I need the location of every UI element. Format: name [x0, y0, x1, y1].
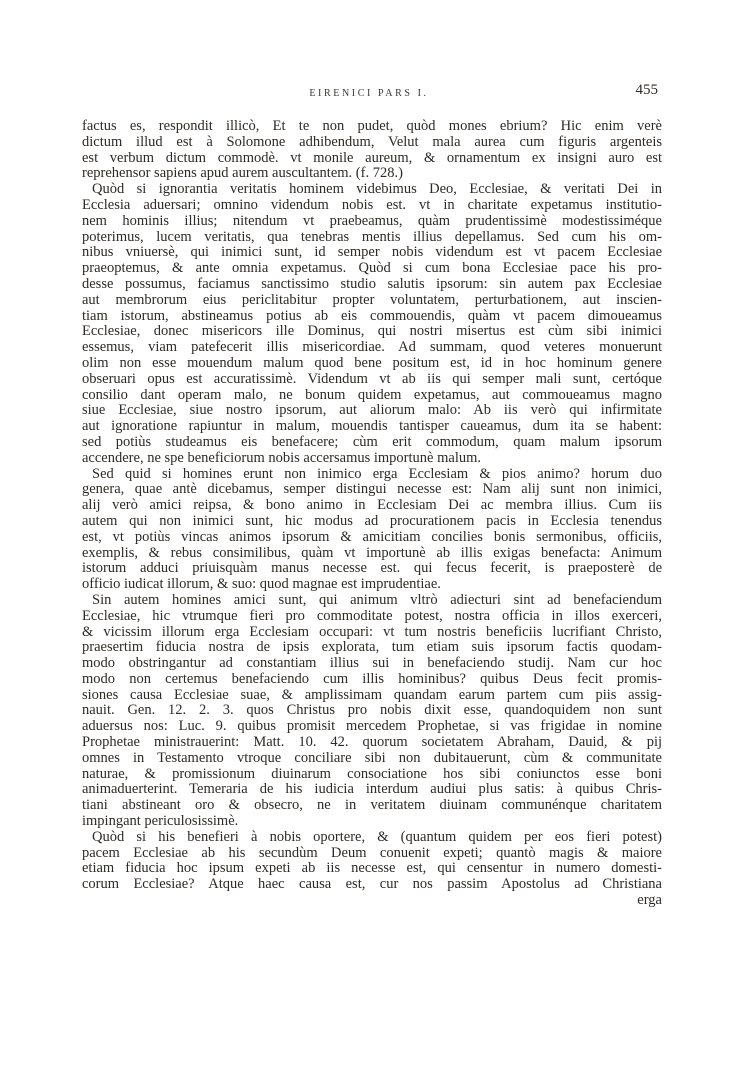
text-line: accendere, ne spe beneficiorum nobis accersamus importunè malum. — [82, 449, 481, 466]
text-line: tiam istorum, abstineamus potius ab eis commouendis, quàm vt pacem dimoueamus — [82, 307, 662, 324]
text-line: Quòd si ignorantia veritatis hominem videbimus Deo, Ecclesiae, & veritati Dei in — [92, 181, 662, 198]
text-line: Ecclesiae, hic vtrumque fieri pro commoditate potest, nostra officia in illos exerceri, — [82, 607, 662, 624]
text-line: Ecclesiae, donec misericors ille Dominus, qui nostri misertus est cùm sibi inimici — [82, 323, 662, 340]
text-line: Sed quid si homines erunt non inimico erga Ecclesiam & pios animo? horum duo — [92, 465, 662, 482]
text-line: etiam fiducia hoc ipsum expeti ab iis necesse est, qui censentur in numero domesti- — [82, 860, 662, 877]
text-line: alij verò amici reipsa, & bono animo in Ecclesiam Dei ac membra illius. Cum iis — [82, 497, 662, 514]
text-line: poterimus, lucem veritatis, qua tenebras mentis illius depellamus. Sed cum his om- — [82, 228, 662, 245]
text-line: istorum adduci priuisquàm manus necesse est. qui fecus fecerit, is praeposterè de — [82, 560, 662, 577]
text-line: dictum illud est à Solomone adhibendum, Velut mala aurea cum figuris argenteis — [82, 133, 662, 150]
text-line: pacem Ecclesiae ab his secundùm Deum conuenit expeti; quantò magis & maiore — [82, 844, 662, 861]
page-number: 455 — [635, 82, 658, 98]
text-line: aut ignoratione rapiuntur in malum, mouendis tantisper caueamus, dum ita se habent: — [82, 418, 662, 435]
text-line: aduersus nos: Luc. 9. quibus promisit mercedem Prophetae, si vas frigidae in nomine — [82, 718, 662, 735]
text-line: Sin autem homines amici sunt, qui animum vltrò adiecturi sint ad benefaciendum — [92, 591, 662, 608]
body-text — [82, 119, 662, 909]
text-line: nem hominis illius; nitendum vt praebeamus, quàm prudentissimè modestissiméque — [82, 212, 662, 229]
text-line: desse possumus, faciamus sanctissimo studio salutis ipsorum: sin autem pax Ecclesiae — [82, 275, 662, 292]
text-line: genera, quae antè dicebamus, semper distingui necesse est: Nam alij sunt non inimici, — [82, 481, 662, 498]
text-line: officio iudicat illorum, & suo: quod magnae est imprudentiae. — [82, 576, 441, 593]
text-line: erga — [637, 892, 662, 909]
running-title: EIRENICI PARS I. — [309, 88, 429, 99]
text-line: praeoptemus, & ante omnia expetamus. Quòd si cum bona Ecclesiae pace his pro- — [82, 260, 662, 277]
text-line: naturae, & promissionum diuinarum consociatione hos sibi coniunctos esse boni — [82, 765, 662, 782]
text-line: factus es, respondit illicò, Et te non pudet, quòd mones ebrium? Hic enim verè — [82, 118, 662, 134]
text-line: consilio dant operam malo, ne bonum quidem expetamus, aut commoueamus magno — [82, 386, 662, 403]
text-line: sed potiùs studeamus eis benefacere; cùm erit commodum, quam malum ipsorum — [82, 433, 662, 450]
text-line: autem qui non inimici sunt, hic modus ad procurationem pacis in Ecclesia tenendus — [82, 512, 662, 529]
text-line: siones causa Ecclesiae suae, & amplissimam quandam earum partem cum piis assig- — [82, 686, 662, 703]
text-line: praesertim fiducia nostra de ipsis explorata, tum etiam suis ipsorum factis quodam- — [82, 639, 662, 656]
text-line: nibus vniuersè, qui inimici sunt, id semper nobis videndum est vt pacem Ecclesiae — [82, 244, 662, 261]
text-line: impingant periculosissimè. — [82, 813, 239, 830]
text-line: Ecclesia aduersari; omnino videndum nobis est. vt in charitate expetamus institutio- — [82, 196, 662, 213]
text-line: omnes in Testamento vtroque conciliare sibi non dubitauerunt, cùm & communitate — [82, 749, 662, 766]
text-line: & vicissim illorum erga Ecclesiam occupari: vt tum nostris beneficiis lucrifiant Christo, — [82, 623, 662, 640]
text-line: Quòd si his benefieri à nobis oportere, & (quantum quidem per eos fieri potest) — [92, 828, 662, 845]
text-line: est, vt potiùs vincas animos ipsorum & amicitiam concilies bonis sermonibus, officiis, — [82, 528, 662, 545]
text-line: siue Ecclesiae, siue nostro ipsorum, aut aliorum malo: Ab iis verò qui infirmitate — [82, 402, 662, 419]
text-line: modo non certemus benefaciendo cum illis hominibus? quibus Deus fecit promis- — [82, 670, 662, 687]
text-line: est verbum dictum commodè. vt monile aureum, & ornamentum ex insigni auro est — [82, 149, 662, 166]
text-line: obseruari opus est accuratissimè. Videndum vt ab iis qui semper mali sunt, certóque — [82, 370, 662, 387]
text-line: exemplis, & rebus consimilibus, quàm vt importunè ab illis exigas benefacta: Animum — [82, 544, 662, 561]
text-line: olim non esse mouendum malum quod bene positum est, id in hoc hominum genere — [82, 354, 662, 371]
text-line: modo obstringantur ad constantiam illius sui in benefaciendo studij. Nam cur hoc — [82, 655, 662, 672]
text-line: essemus, viam patefecerit illis misericordiae. Ad summam, quod veteres monuerunt — [82, 339, 662, 356]
text-line: Prophetae ministrauerint: Matt. 10. 42. quorum societatem Abraham, Dauid, & pij — [82, 734, 662, 751]
text-line: aut membrorum eius periclitabitur propter voluntatem, perturbationem, aut inscien- — [82, 291, 662, 308]
text-line: reprehensor sapiens apud aurem auscultantem. (f. 728.) — [82, 165, 403, 182]
text-line: animaduerterint. Temeraria de his iudicia interdum audiui plus satis: à quibus Chris- — [82, 781, 662, 798]
text-line: tiani abstineant oro & obsecro, ne in veritatem diuinam communénque charitatem — [82, 797, 662, 814]
text-line: corum Ecclesiae? Atque haec causa est, cur nos passim Apostolus ad Christiana — [82, 876, 662, 893]
text-line: nauit. Gen. 12. 2. 3. quos Christus pro nobis dixit esse, quandoquidem non sunt — [82, 702, 662, 719]
running-head — [0, 82, 738, 102]
